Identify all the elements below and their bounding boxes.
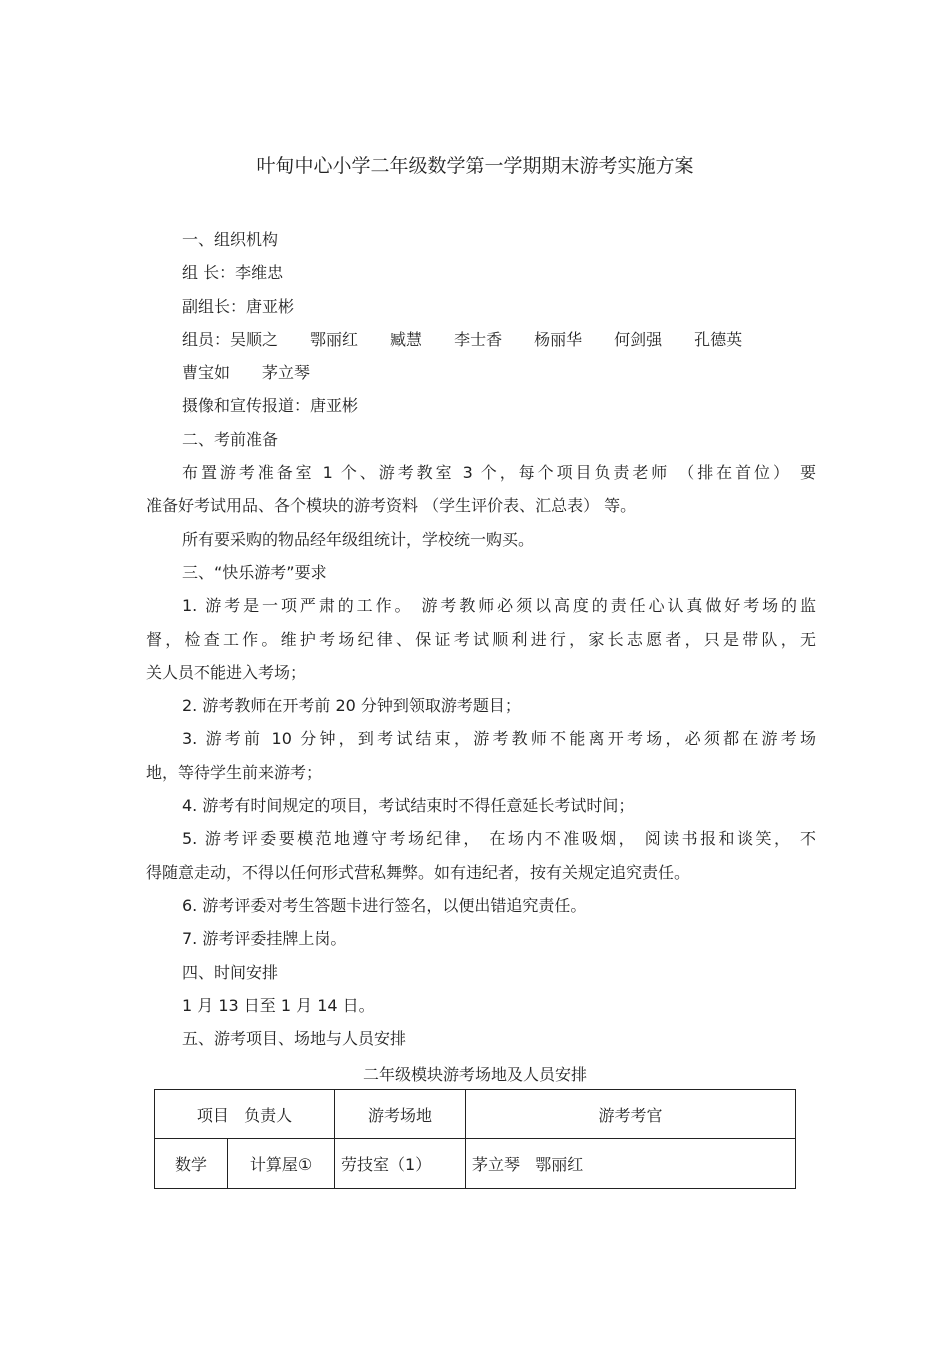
table-row <box>155 1139 796 1189</box>
requirement-item-1-line: 1. 游考是一项严肃的工作。 游考教师必须以高度的责任心认真做好考场的监 <box>182 596 816 616</box>
section-heading-requirements: 三、“快乐游考”要求 <box>182 562 327 582</box>
requirement-item-7: 7. 游考评委挂牌上岗。 <box>182 929 347 949</box>
leader-line: 组 长：李维忠 <box>182 263 284 283</box>
section-heading-arrangement: 五、游考项目、场地与人员安排 <box>182 1029 407 1049</box>
header-venue: 游考场地 <box>335 1090 466 1139</box>
cell-venue: 劳技室（1） <box>335 1139 466 1189</box>
requirement-item-1-line: 关人员不能进入考场； <box>146 662 307 682</box>
table-caption: 二年级模块游考场地及人员安排 <box>362 1065 587 1084</box>
document-body <box>146 223 816 1055</box>
member-name: 何剑强 <box>614 329 663 349</box>
member-name: 茅立琴 <box>262 363 311 383</box>
members-line <box>146 323 816 356</box>
schedule-dates: 1 月 13 日至 1 月 14 日。 <box>182 995 375 1015</box>
header-project-owner: 项目 负责人 <box>155 1090 335 1139</box>
member-name: 曹宝如 <box>182 363 231 383</box>
preparation-paragraph-line: 布置游考准备室 1 个、游考教室 3 个，每个项目负责老师 （排在首位） 要 <box>182 463 816 483</box>
requirement-item-2: 2. 游考教师在开考前 20 分钟到领取游考题目； <box>182 696 521 716</box>
requirement-item-1-line: 督，检查工作。维护考场纪律、保证考试顺利进行，家长志愿者，只是带队，无 <box>146 629 816 649</box>
section-heading-preparation: 二、考前准备 <box>182 429 279 449</box>
table-header-row <box>155 1090 796 1139</box>
purchase-paragraph: 所有要采购的物品经年级组统计，学校统一购买。 <box>182 529 535 549</box>
cell-subject: 数学 <box>155 1139 228 1189</box>
header-examiners: 游考考官 <box>466 1090 796 1139</box>
member-name: 李士香 <box>454 329 503 349</box>
requirement-item-5-line: 得随意走动，不得以任何形式营私舞弊。如有违纪者，按有关规定追究责任。 <box>146 862 691 882</box>
member-name: 杨丽华 <box>534 329 583 349</box>
preparation-paragraph-line: 准备好考试用品、各个模块的游考资料 （学生评价表、汇总表） 等。 <box>146 496 637 516</box>
arrangement-table <box>154 1089 796 1189</box>
requirement-item-6: 6. 游考评委对考生答题卡进行签名，以便出错追究责任。 <box>182 895 587 915</box>
section-heading-organization: 一、组织机构 <box>182 230 279 249</box>
member-name: 臧慧 <box>390 329 423 349</box>
members-line-continued <box>146 356 816 389</box>
cell-examiners: 茅立琴 鄂丽红 <box>466 1139 796 1189</box>
member-name: 吴顺之 <box>230 329 279 349</box>
member-name: 孔德英 <box>694 329 743 349</box>
requirement-item-3-line: 地，等待学生前来游考； <box>146 762 323 782</box>
photo-report-line: 摄像和宣传报道：唐亚彬 <box>182 396 359 416</box>
requirement-item-4: 4. 游考有时间规定的项目，考试结束时不得任意延长考试时间； <box>182 796 635 816</box>
member-name: 鄂丽红 <box>310 329 359 349</box>
cell-item: 计算屋① <box>228 1139 335 1189</box>
section-heading-schedule: 四、时间安排 <box>182 962 279 982</box>
requirement-item-5-line: 5. 游考评委要模范地遵守考场纪律， 在场内不准吸烟， 阅读书报和谈笑， 不 <box>182 829 816 849</box>
document-title: 叶甸中心小学二年级数学第一学期期末游考实施方案 <box>256 155 694 177</box>
vice-leader-line: 副组长：唐亚彬 <box>182 296 295 316</box>
requirement-item-3-line: 3. 游考前 10 分钟，到考试结束，游考教师不能离开考场，必须都在游考场 <box>182 729 816 749</box>
members-label: 组员： <box>182 329 231 349</box>
